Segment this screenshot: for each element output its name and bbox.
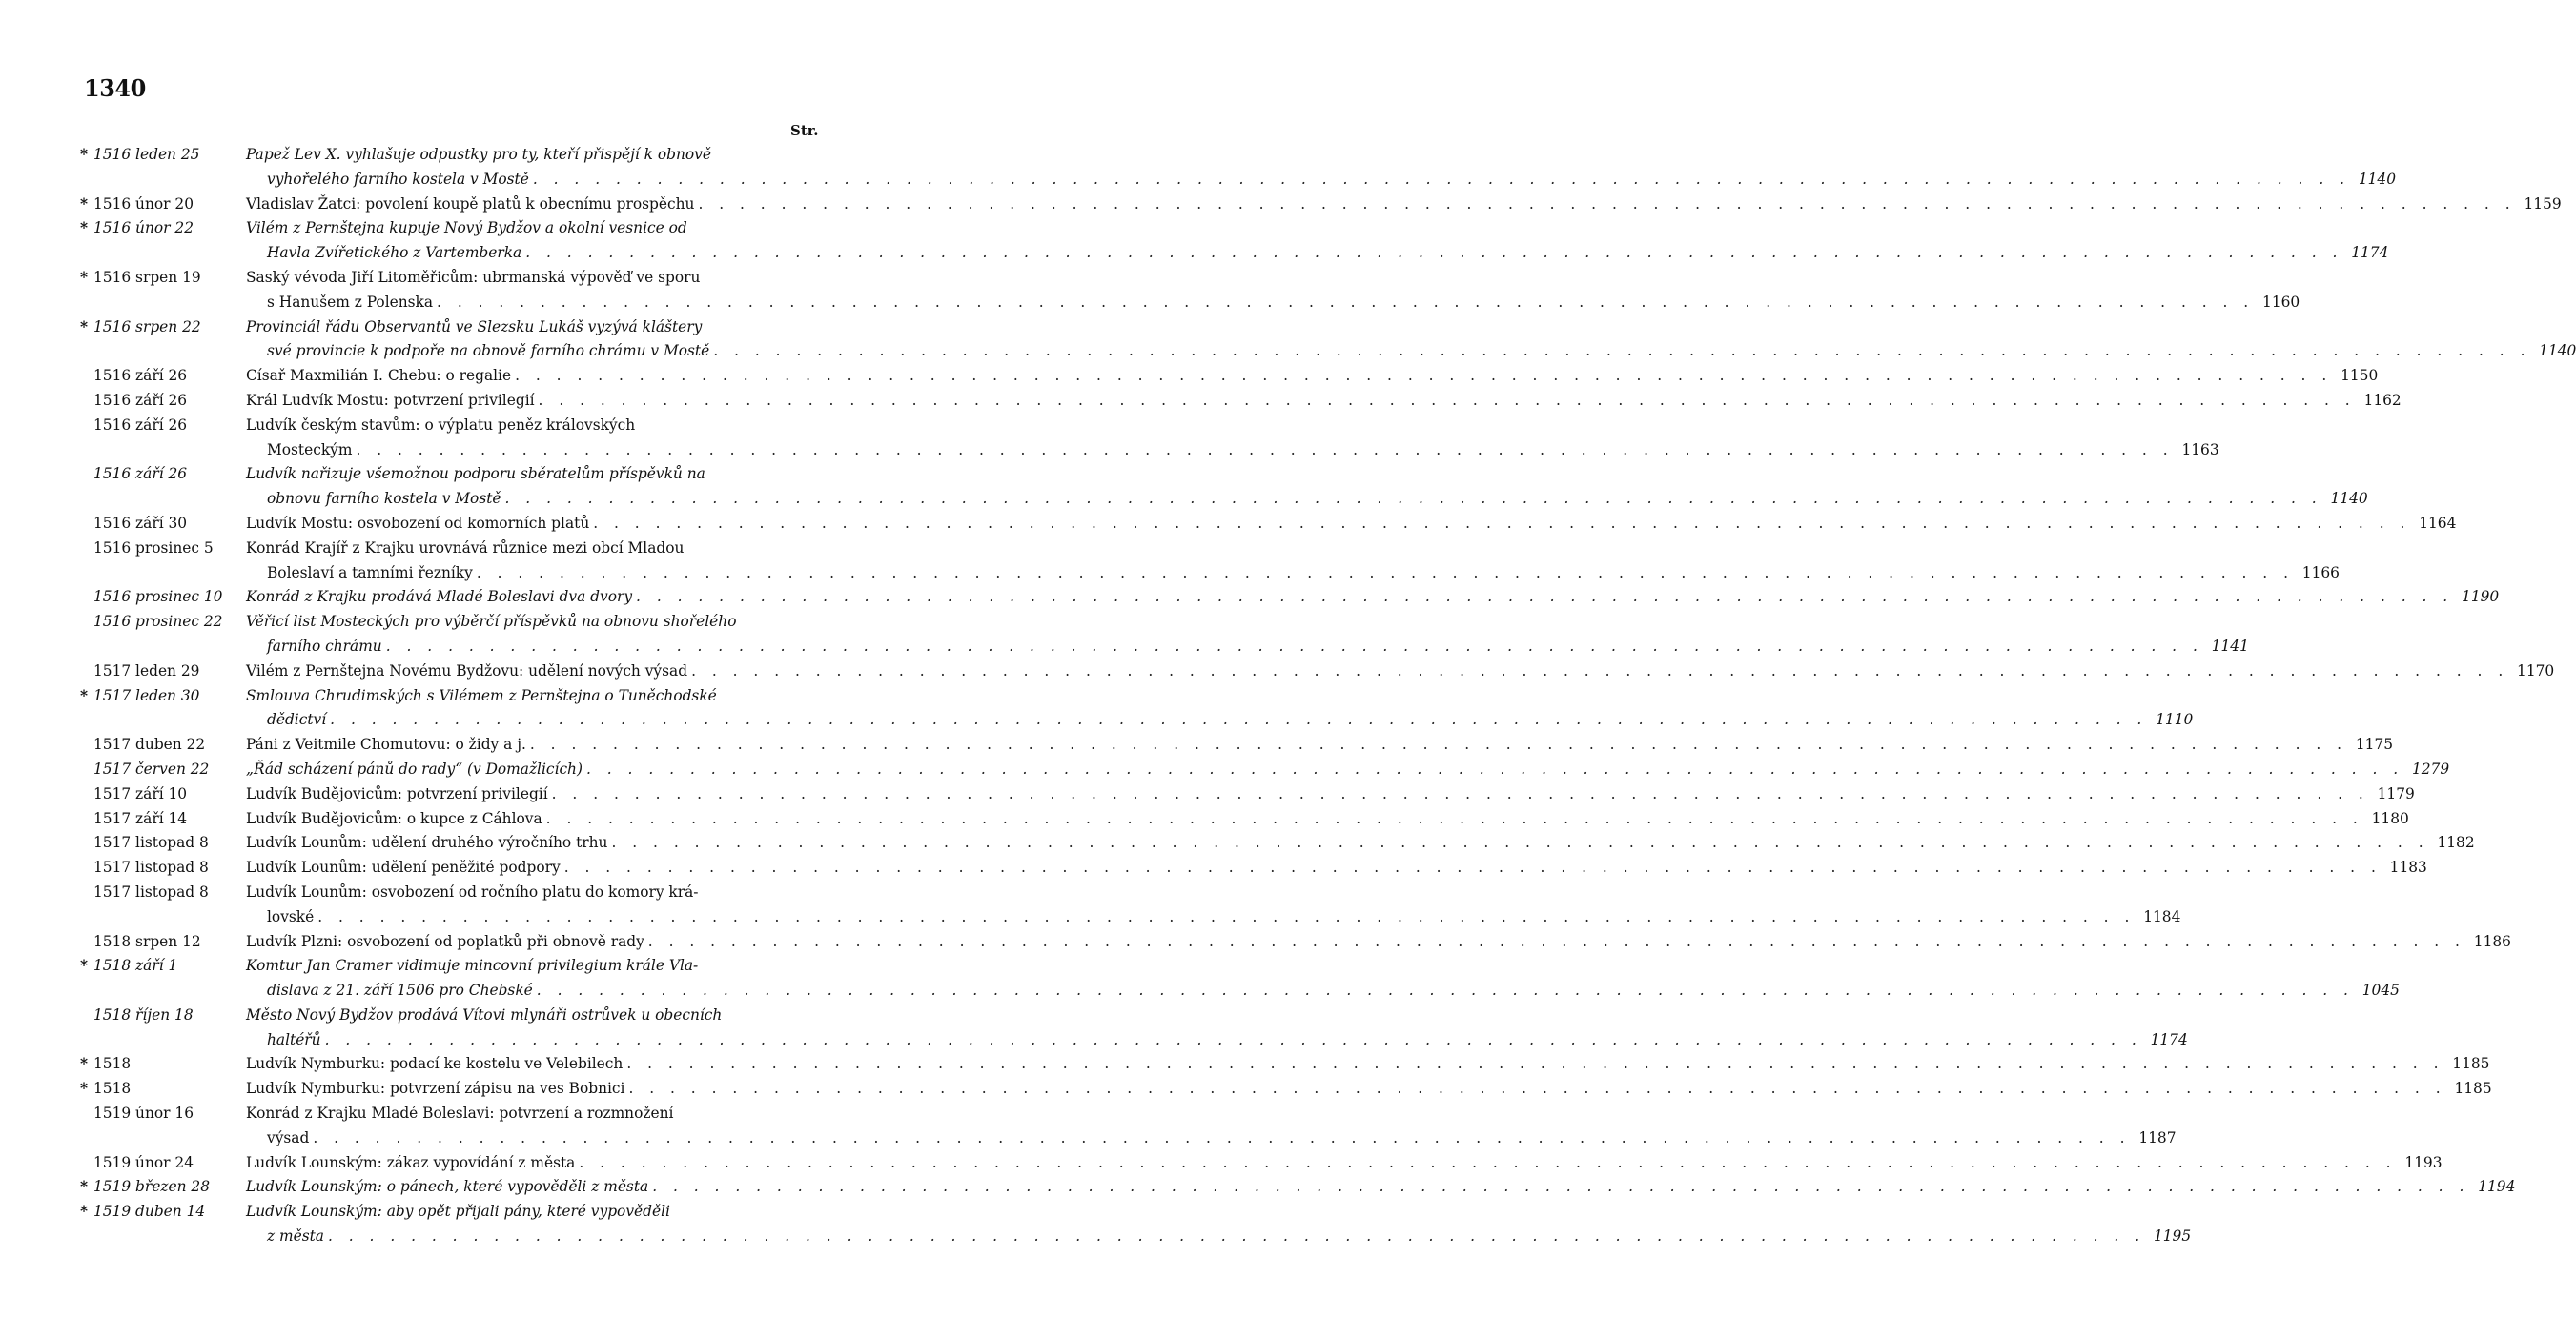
entry-description [246, 585, 2500, 610]
entry-date [80, 1004, 242, 1028]
entry-description [246, 684, 2194, 734]
entry-row [0, 856, 2427, 881]
entry-line [246, 1077, 2492, 1102]
dot-leader [575, 1151, 2400, 1176]
entry-line [246, 733, 2394, 758]
entry-description [246, 1077, 2492, 1102]
asterisk-mark: * [80, 317, 89, 335]
entry-line-text: Ludvík Budějovicům: o kupce z Cáhlova [246, 809, 542, 827]
entry-row [0, 193, 2562, 217]
asterisk-mark: * [80, 1055, 89, 1073]
entry-line [246, 291, 2300, 315]
entry-line-text: obnovu farního kostela v Mostě [267, 490, 501, 508]
entry-date [80, 782, 242, 807]
entry-page-number: 1045 [2361, 982, 2400, 1000]
entry-page-number: 1179 [2377, 784, 2415, 802]
asterisk-mark: * [80, 268, 89, 286]
entry-date [80, 193, 242, 217]
entry-line [246, 1151, 2443, 1176]
entry-line-text: Ludvík Nymburku: potvrzení zápisu na ves Bobnici [246, 1080, 625, 1098]
dot-leader [321, 1028, 2146, 1053]
entry-row [0, 758, 2450, 782]
entry-date-text: 1519 březen 28 [93, 1178, 210, 1196]
entry-row [0, 1175, 2516, 1200]
dot-leader [623, 1052, 2447, 1077]
entry-date [80, 954, 242, 979]
entry-line [246, 1126, 2177, 1151]
entry-date [80, 1102, 242, 1126]
entry-row [0, 389, 2402, 414]
entry-row [0, 1200, 2192, 1249]
entry-line-text: vyhořelého farního kostela v Mostě [267, 170, 529, 188]
entry-page-number: 1195 [2153, 1227, 2192, 1246]
dot-leader [324, 1225, 2149, 1249]
entry-page-number: 1180 [2371, 809, 2409, 827]
entry-line-text: Konrád Krajíř z Krajku urovnává různice mezi obcí Mladou [246, 538, 685, 557]
entry-date [80, 930, 242, 955]
entry-date-text: 1516 únor 22 [93, 219, 194, 237]
dot-leader [709, 339, 2534, 364]
dot-leader [548, 782, 2373, 807]
entry-date [80, 610, 242, 635]
entry-line [246, 930, 2511, 955]
entry-line-text: Konrád z Krajku prodává Mladé Boleslavi dva dvory [246, 588, 633, 606]
entry-date [80, 143, 242, 168]
dot-leader [694, 193, 2519, 217]
dot-leader [542, 807, 2367, 832]
entry-date [80, 462, 242, 487]
entry-line [246, 438, 2219, 463]
entry-row [0, 831, 2475, 856]
entry-description [246, 1052, 2490, 1077]
entry-page-number: 1186 [2473, 932, 2511, 950]
asterisk-mark: * [80, 194, 89, 213]
entry-line [246, 1175, 2516, 1200]
entry-row [0, 1151, 2443, 1176]
entry-page-number: 1185 [2454, 1080, 2492, 1098]
entry-line [246, 1004, 828, 1028]
entry-line-text: Vilém z Pernštejna kupuje Nový Bydžov a okolní vesnice od [246, 219, 687, 237]
entry-date [80, 512, 242, 537]
entry-page-number: 1193 [2404, 1153, 2443, 1171]
entry-date [80, 266, 242, 291]
entry-description [246, 610, 2249, 659]
entry-line-text: Komtur Jan Cramer vidimuje mincovní privilegium krále Vla- [246, 957, 699, 975]
entry-page-number: 1185 [2452, 1055, 2490, 1073]
entry-description [246, 831, 2475, 856]
entry-line-text: Boleslaví a tamními řezníky [267, 563, 473, 581]
entry-line [246, 585, 2500, 610]
entry-row [0, 315, 2576, 365]
entry-date-text: 1516 září 26 [93, 391, 188, 409]
dot-leader [521, 241, 2346, 266]
entry-line-text: Ludvík Lounům: udělení peněžité podpory [246, 859, 561, 877]
entry-line-text: Císař Maxmilián I. Chebu: o regalie [246, 367, 512, 385]
entry-date [80, 315, 242, 340]
entry-row [0, 782, 2415, 807]
entry-line-text: Král Ludvík Mostu: potvrzení privilegií [246, 391, 535, 409]
entry-date [80, 1077, 242, 1102]
entry-line [246, 414, 828, 438]
entry-line [246, 389, 2402, 414]
entry-date [80, 414, 242, 438]
asterisk-mark: * [80, 219, 89, 237]
entry-date [80, 831, 242, 856]
entry-row [0, 462, 2368, 512]
entry-line [246, 315, 828, 340]
entry-line [246, 143, 828, 168]
entry-page-number: 1190 [2462, 588, 2500, 606]
entry-description [246, 1200, 2192, 1249]
asterisk-mark: * [80, 686, 89, 704]
entry-page-number: 1170 [2517, 661, 2555, 680]
entry-line-text: Ludvík Budějovicům: potvrzení privilegií [246, 784, 548, 802]
entry-line-text: výsad [267, 1128, 310, 1146]
page-number: 1340 [84, 74, 146, 102]
entry-page-number: 1175 [2355, 736, 2394, 754]
entry-date-text: 1517 listopad 8 [93, 834, 209, 852]
entry-description [246, 414, 2219, 463]
entry-page-number: 1194 [2478, 1178, 2516, 1196]
entry-date-text: 1516 září 26 [93, 465, 188, 483]
entry-row [0, 954, 2400, 1004]
entry-line [246, 537, 828, 561]
entry-description [246, 1151, 2443, 1176]
entry-date-text: 1516 září 26 [93, 416, 188, 434]
entry-description [246, 758, 2450, 782]
entry-date-text: 1518 [93, 1055, 132, 1073]
asterisk-mark: * [80, 146, 89, 163]
entry-date-text: 1517 leden 29 [93, 661, 200, 680]
dot-leader [607, 831, 2432, 856]
dot-leader [529, 168, 2354, 193]
entry-row [0, 659, 2555, 684]
asterisk-mark: * [80, 1203, 89, 1221]
entry-description [246, 512, 2457, 537]
entry-line-text: Ludvík Lounům: osvobození od ročního platu do komory krá- [246, 883, 699, 901]
entry-row [0, 537, 2340, 586]
entry-row [0, 585, 2500, 610]
entry-row [0, 610, 2249, 659]
dot-leader [644, 930, 2469, 955]
entry-line [246, 905, 2181, 930]
entry-page-number: 1174 [2351, 244, 2389, 262]
entry-description [246, 389, 2402, 414]
entry-line-text: Havla Zvířetického z Vartemberka [267, 244, 522, 262]
entry-page-number: 1141 [2211, 637, 2249, 655]
entry-row [0, 733, 2394, 758]
entry-page-number: 1182 [2437, 834, 2475, 852]
entry-page-number: 1110 [2156, 711, 2194, 729]
entry-description [246, 143, 2397, 193]
entry-page-number: 1174 [2150, 1030, 2188, 1048]
entry-date-text: 1516 leden 25 [93, 146, 200, 163]
entry-line [246, 782, 2415, 807]
dot-leader [624, 1077, 2449, 1102]
entry-row [0, 684, 2194, 734]
entry-page-number: 1166 [2301, 563, 2340, 581]
entry-date-text: 1518 říjen 18 [93, 1005, 194, 1024]
entry-line-text: haltéřů [267, 1030, 321, 1048]
entry-line [246, 462, 828, 487]
entry-date [80, 856, 242, 881]
entry-line-text: Ludvík Nymburku: podací ke kostelu ve Velebilech [246, 1055, 624, 1073]
entry-line [246, 659, 2555, 684]
entry-row [0, 266, 2300, 315]
dot-leader [526, 733, 2351, 758]
entry-date [80, 807, 242, 832]
entry-date-text: 1519 únor 24 [93, 1153, 194, 1171]
entry-line [246, 241, 2389, 266]
entry-line [246, 512, 2457, 537]
entry-line [246, 831, 2475, 856]
entry-line-text: Ludvík Mostu: osvobození od komorních platů [246, 514, 590, 532]
entry-description [246, 930, 2511, 955]
entry-date-text: 1516 únor 20 [93, 194, 194, 213]
entry-date-text: 1519 duben 14 [93, 1203, 206, 1221]
entry-line [246, 807, 2409, 832]
entry-row [0, 364, 2379, 389]
dot-leader [433, 291, 2258, 315]
dot-leader [648, 1175, 2473, 1200]
entry-description [246, 733, 2394, 758]
asterisk-mark: * [80, 1178, 89, 1196]
entry-description [246, 807, 2409, 832]
entry-date-text: 1519 únor 16 [93, 1105, 194, 1123]
entry-date-text: 1517 duben 22 [93, 736, 206, 754]
entry-date [80, 1151, 242, 1176]
entry-description [246, 1175, 2516, 1200]
entry-date [80, 684, 242, 709]
entry-line-text: „Řád scházení pánů do rady“ (v Domažlicích) [246, 760, 583, 778]
entry-line-text: dědictví [267, 711, 327, 729]
dot-leader [561, 856, 2385, 881]
entry-date-text: 1516 srpen 22 [93, 317, 201, 335]
dot-leader [352, 438, 2177, 463]
entry-date-text: 1516 prosinec 22 [93, 613, 223, 631]
entry-line-text: Smlouva Chrudimských s Vilémem z Pernštejna o Tuněchodské [246, 686, 717, 704]
entry-page-number: 1159 [2524, 194, 2562, 213]
entry-page-number: 1164 [2419, 514, 2457, 532]
entry-page-number: 1162 [2363, 391, 2402, 409]
entry-row [0, 512, 2457, 537]
entry-date-text: 1518 srpen 12 [93, 932, 201, 950]
entry-line [246, 561, 2340, 586]
entry-description [246, 881, 2181, 930]
entry-date [80, 537, 242, 561]
entry-date-text: 1518 září 1 [93, 957, 178, 975]
entry-date-text: 1516 srpen 19 [93, 268, 201, 286]
entry-date-text: 1517 září 10 [93, 784, 188, 802]
entry-description [246, 462, 2368, 512]
entry-line [246, 708, 2194, 733]
entry-date-text: 1516 září 26 [93, 367, 188, 385]
entry-date [80, 881, 242, 905]
entry-row [0, 881, 2181, 930]
entry-line [246, 1028, 2188, 1053]
entry-date [80, 1175, 242, 1200]
entry-page-number: 1184 [2143, 907, 2181, 925]
entry-page-number: 1279 [2411, 760, 2450, 778]
entry-line-text: Konrád z Krajku Mladé Boleslavi: potvrzení a rozmnožení [246, 1105, 674, 1123]
entry-line [246, 635, 2249, 659]
entry-row [0, 143, 2397, 193]
entry-date-text: 1517 listopad 8 [93, 859, 209, 877]
entry-line [246, 193, 2562, 217]
entry-date [80, 1052, 242, 1077]
entry-line [246, 954, 828, 979]
entry-line-text: Ludvík nařizuje všemožnou podporu sběratelům příspěvků na [246, 465, 705, 483]
entry-row [0, 807, 2409, 832]
entry-date-text: 1516 prosinec 10 [93, 588, 223, 606]
entry-description [246, 659, 2555, 684]
dot-leader [314, 905, 2138, 930]
entry-line [246, 979, 2400, 1004]
entry-date [80, 659, 242, 684]
entry-line-text: Vilém z Pernštejna Novému Bydžovu: udělení nových výsad [246, 661, 688, 680]
entry-line [246, 1052, 2490, 1077]
entry-description [246, 193, 2562, 217]
entry-line-text: Ludvík Plzni: osvobození od poplatků při obnově rady [246, 932, 644, 950]
entry-line-text: Ludvík Lounským: zákaz vypovídání z města [246, 1153, 576, 1171]
entry-page-number: 1163 [2181, 440, 2219, 458]
entry-line [246, 216, 828, 241]
entry-row [0, 414, 2219, 463]
entry-line-text: Věřicí list Mosteckých pro výběrčí příspěvků na obnovu shořelého [246, 613, 737, 631]
entry-date-text: 1516 září 30 [93, 514, 188, 532]
entry-line-text: Saský vévoda Jiří Litoměřicům: ubrmanská výpověď ve sporu [246, 268, 701, 286]
entry-description [246, 266, 2300, 315]
entry-line [246, 610, 828, 635]
dot-leader [326, 708, 2151, 733]
dot-leader [687, 659, 2512, 684]
entry-row [0, 1004, 2188, 1053]
entry-line-text: Ludvík Lounským: o pánech, které vypověděli z města [246, 1178, 649, 1196]
entry-date [80, 364, 242, 389]
dot-leader [382, 635, 2207, 659]
entry-description [246, 1004, 2188, 1053]
entry-description [246, 954, 2400, 1004]
entry-description [246, 782, 2415, 807]
entry-line-text: lovské [267, 907, 315, 925]
entry-description [246, 315, 2576, 365]
entry-date-text: 1517 červen 22 [93, 760, 210, 778]
entry-line-text: Město Nový Bydžov prodává Vítovi mlynáři ostrůvek u obecních [246, 1005, 723, 1024]
dot-leader [583, 758, 2407, 782]
entry-page-number: 1140 [2358, 170, 2397, 188]
entry-page-number: 1140 [2330, 490, 2368, 508]
dot-leader [309, 1126, 2134, 1151]
entry-line [246, 856, 2427, 881]
entry-line [246, 168, 2397, 193]
entry-line-text: Mosteckým [267, 440, 353, 458]
entry-line [246, 758, 2450, 782]
entry-line [246, 1225, 2192, 1249]
entry-description [246, 537, 2340, 586]
asterisk-mark: * [80, 957, 89, 975]
dot-leader [632, 585, 2457, 610]
dot-leader [511, 364, 2336, 389]
entry-description [246, 1102, 2177, 1151]
entry-description [246, 856, 2427, 881]
entry-row [0, 1102, 2177, 1151]
entry-page-number: 1187 [2138, 1128, 2177, 1146]
entry-row [0, 1077, 2492, 1102]
entry-line [246, 881, 828, 905]
entry-row [0, 930, 2511, 955]
entry-date-text: 1517 listopad 8 [93, 883, 209, 901]
entry-line [246, 339, 2576, 364]
entry-line-text: z města [267, 1227, 324, 1246]
entry-line-text: Ludvík Lounům: udělení druhého výročního trhu [246, 834, 608, 852]
entry-date-text: 1516 prosinec 5 [93, 538, 214, 557]
entry-line [246, 266, 828, 291]
entry-date [80, 389, 242, 414]
asterisk-mark: * [80, 1080, 89, 1098]
entry-description [246, 216, 2389, 266]
entry-date-text: 1517 leden 30 [93, 686, 200, 704]
entry-date [80, 1200, 242, 1225]
entry-line-text: Papež Lev X. vyhlašuje odpustky pro ty, kteří přispějí k obnově [246, 146, 711, 163]
entry-line [246, 364, 2379, 389]
dot-leader [501, 487, 2326, 512]
entry-page-number: 1140 [2539, 342, 2576, 360]
entry-description [246, 364, 2379, 389]
entry-line [246, 1102, 828, 1126]
entry-line-text: dislava z 21. září 1506 pro Chebské [267, 982, 533, 1000]
entry-line-text: Ludvík Lounským: aby opět přijali pány, které vypověděli [246, 1203, 670, 1221]
entry-date [80, 758, 242, 782]
entry-page-number: 1150 [2341, 367, 2379, 385]
entry-line-text: své provincie k podpoře na obnově farního chrámu v Mostě [267, 342, 710, 360]
dot-leader [589, 512, 2414, 537]
entry-line-text: Páni z Veitmile Chomutovu: o židy a j. [246, 736, 526, 754]
entry-date [80, 733, 242, 758]
entry-page-number: 1183 [2389, 859, 2427, 877]
entry-line [246, 487, 2368, 512]
entry-line-text: Vladislav Žatci: povolení koupě platů k obecnímu prospěchu [246, 194, 695, 213]
entry-date [80, 585, 242, 610]
entry-date-text: 1517 září 14 [93, 809, 188, 827]
entry-list [0, 143, 2576, 1249]
entry-line-text: farního chrámu [267, 637, 382, 655]
dot-leader [535, 389, 2360, 414]
entry-row [0, 216, 2389, 266]
entry-date-text: 1518 [93, 1080, 132, 1098]
entry-line-text: s Hanušem z Polenska [267, 293, 434, 311]
entry-row [0, 1052, 2490, 1077]
entry-page-number: 1160 [2262, 293, 2300, 311]
dot-leader [533, 979, 2358, 1004]
page-column-label: Str. [790, 122, 819, 139]
dot-leader [473, 561, 2298, 586]
entry-date [80, 216, 242, 241]
entry-line [246, 684, 828, 709]
entry-line-text: Provinciál řádu Observantů ve Slezsku Lukáš vyzývá kláštery [246, 317, 703, 335]
entry-line [246, 1200, 828, 1225]
entry-line-text: Ludvík českým stavům: o výplatu peněz královských [246, 416, 636, 434]
